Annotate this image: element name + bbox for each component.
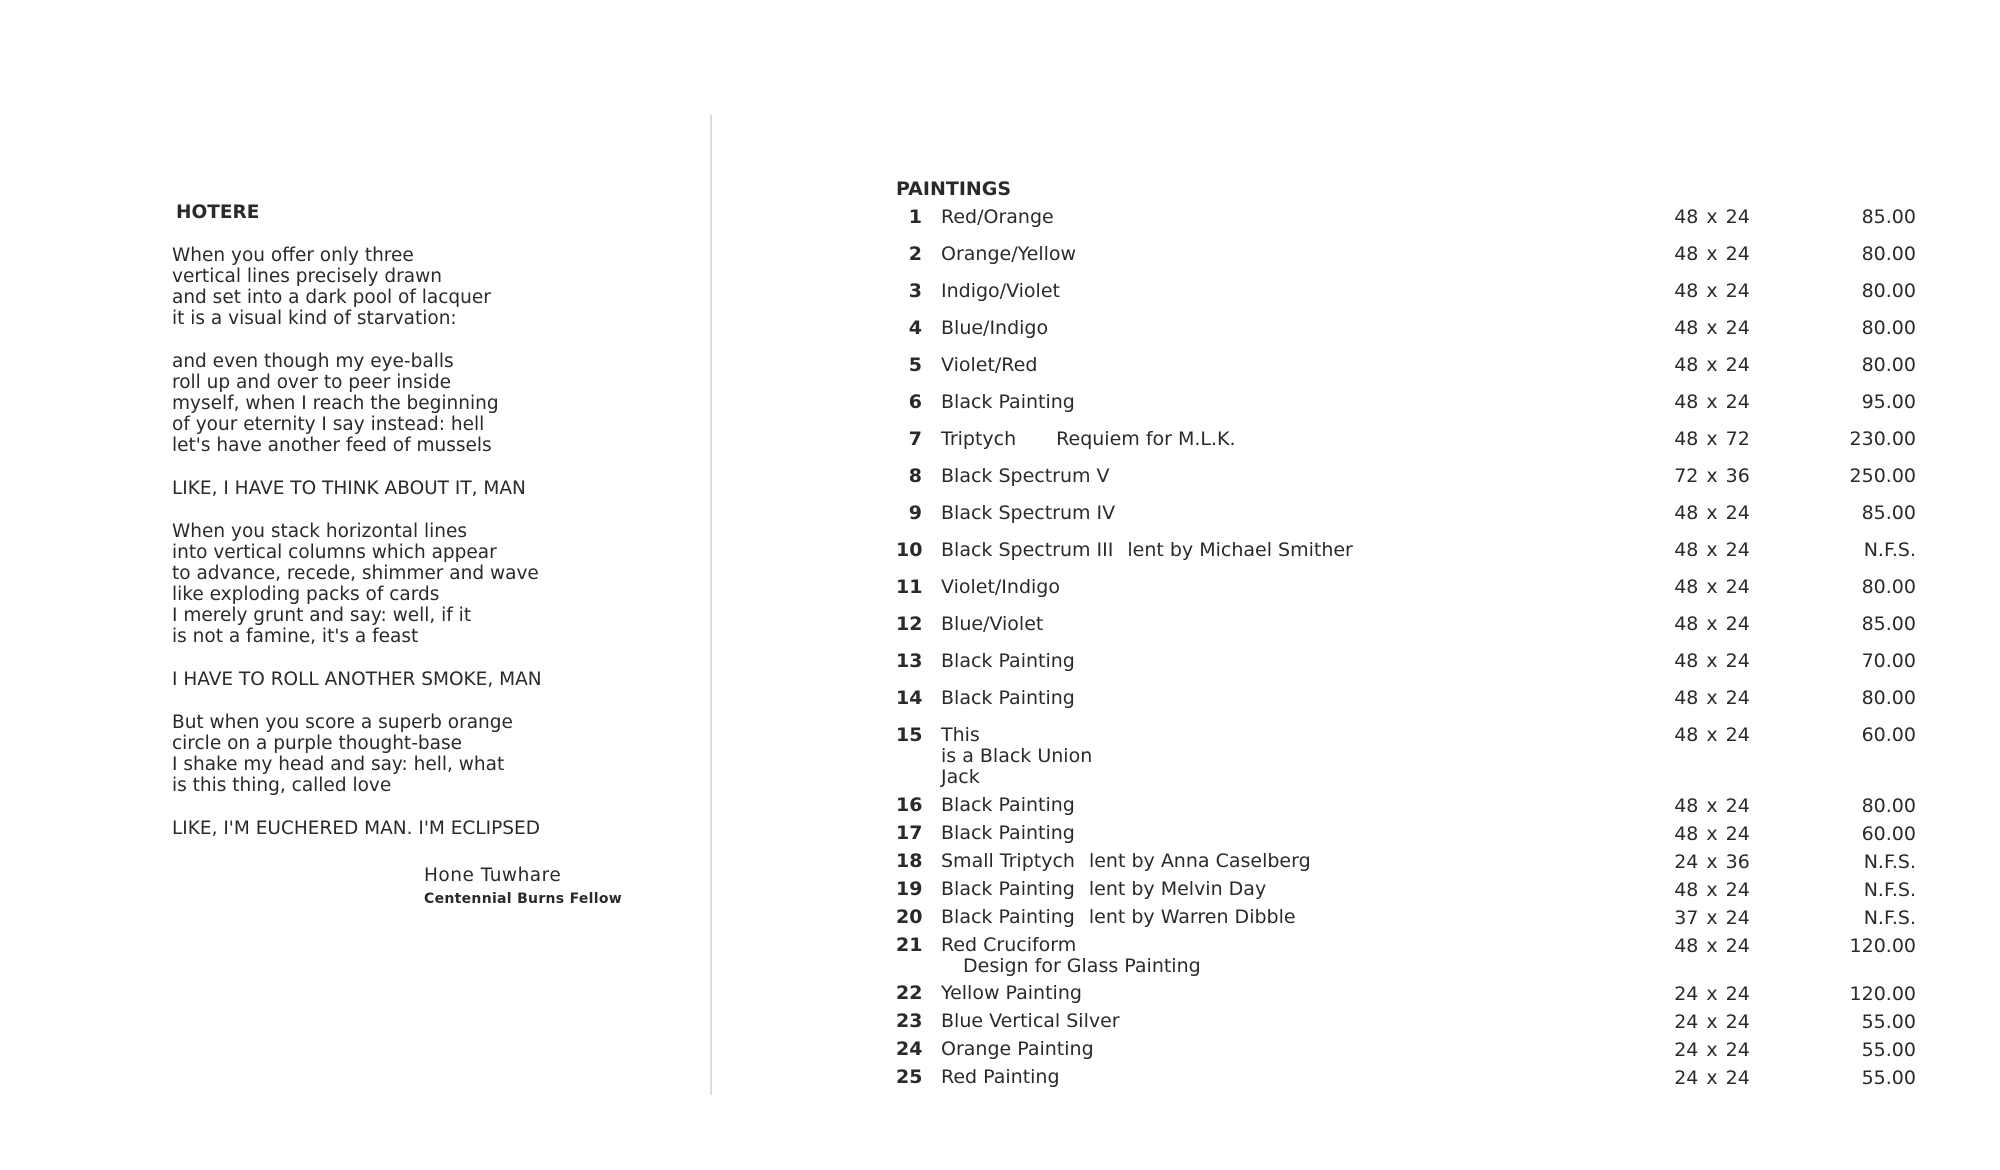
poem	[172, 202, 692, 910]
painting-note: Requiem for M.L.K.	[1056, 428, 1236, 450]
painting-height: 24	[1725, 983, 1750, 1005]
painting-title-cell	[941, 614, 1641, 635]
painting-note: lent by Melvin Day	[1088, 878, 1267, 900]
painting-width: 24	[1674, 1011, 1699, 1033]
dimension-separator: x	[1706, 613, 1718, 635]
dimension-separator: x	[1706, 280, 1718, 302]
painting-title-cell	[941, 823, 1641, 844]
painting-title-line	[941, 466, 1641, 487]
painting-size	[1662, 577, 1762, 598]
painting-title-continuation: Jack	[941, 766, 980, 788]
stanza	[172, 712, 692, 796]
painting-size	[1662, 852, 1762, 873]
poem-refrain: LIKE, I'M EUCHERED MAN. I'M ECLIPSED	[172, 818, 540, 839]
painting-price: 80.00	[1861, 243, 1916, 265]
painting-number: 18	[896, 850, 923, 872]
poem-line: I merely grunt and say: well, if it	[172, 605, 472, 626]
painting-title-continuation: is a Black Union	[941, 745, 1093, 767]
painting-title-line	[941, 1039, 1641, 1060]
painting-row	[896, 573, 1926, 610]
painting-number: 17	[896, 822, 923, 844]
painting-width: 48	[1674, 823, 1699, 845]
painting-title-line	[941, 725, 1641, 746]
painting-number: 2	[908, 243, 922, 265]
painting-title-cell	[941, 935, 1641, 977]
painting-row	[896, 240, 1926, 277]
dimension-separator: x	[1706, 1039, 1718, 1061]
painting-row	[896, 684, 1926, 721]
painting-number: 23	[896, 1010, 923, 1032]
painting-title-line	[941, 1067, 1641, 1088]
painting-title: Blue/Violet	[941, 613, 1044, 635]
painting-height: 72	[1725, 428, 1750, 450]
painting-width: 72	[1674, 465, 1699, 487]
painting-title-line	[941, 207, 1641, 228]
painting-number: 4	[908, 317, 922, 339]
painting-height: 24	[1725, 823, 1750, 845]
poem-line: When you offer only three	[172, 245, 414, 266]
painting-size	[1662, 614, 1762, 635]
painting-price: N.F.S.	[1863, 879, 1916, 901]
painting-row	[896, 499, 1926, 536]
painting-size	[1662, 1068, 1762, 1089]
painting-number: 15	[896, 724, 923, 746]
painting-title: Black Painting	[941, 878, 1075, 900]
painting-title: Black Painting	[941, 687, 1075, 709]
dimension-separator: x	[1706, 823, 1718, 845]
painting-row	[896, 425, 1926, 462]
painting-title-cell	[941, 540, 1641, 561]
painting-height: 24	[1725, 1039, 1750, 1061]
painting-width: 48	[1674, 280, 1699, 302]
painting-width: 48	[1674, 428, 1699, 450]
painting-title: Indigo/Violet	[941, 280, 1060, 302]
painting-number: 1	[908, 206, 922, 228]
painting-title-cell	[941, 1067, 1641, 1088]
painting-width: 48	[1674, 539, 1699, 561]
painting-title: Black Painting	[941, 650, 1075, 672]
painting-number: 12	[896, 613, 923, 635]
dimension-separator: x	[1706, 851, 1718, 873]
painting-row	[896, 792, 1926, 820]
poem-line: vertical lines precisely drawn	[172, 266, 442, 287]
painting-row	[896, 848, 1926, 876]
painting-title-cell	[941, 281, 1641, 302]
painting-price: 85.00	[1861, 206, 1916, 228]
poem-line: into vertical columns which appear	[172, 542, 497, 563]
dimension-separator: x	[1706, 391, 1718, 413]
painting-title-cell	[941, 466, 1641, 487]
poem-line: is this thing, called love	[172, 775, 392, 796]
painting-width: 48	[1674, 576, 1699, 598]
poem-line: circle on a purple thought-base	[172, 733, 462, 754]
painting-price: 70.00	[1861, 650, 1916, 672]
dimension-separator: x	[1706, 465, 1718, 487]
painting-title: Blue/Indigo	[941, 317, 1049, 339]
painting-number: 10	[896, 539, 923, 561]
painting-row	[896, 314, 1926, 351]
painting-price: 60.00	[1861, 724, 1916, 746]
painting-title-cell	[941, 795, 1641, 816]
dimension-separator: x	[1706, 539, 1718, 561]
painting-title-cell	[941, 1039, 1641, 1060]
painting-price: N.F.S.	[1863, 539, 1916, 561]
painting-height: 24	[1725, 502, 1750, 524]
painting-size	[1662, 466, 1762, 487]
painting-width: 48	[1674, 391, 1699, 413]
dimension-separator: x	[1706, 795, 1718, 817]
painting-title: Red/Orange	[941, 206, 1054, 228]
poem-refrain: I HAVE TO ROLL ANOTHER SMOKE, MAN	[172, 669, 542, 690]
paintings-rows	[896, 203, 1926, 1092]
painting-size	[1662, 429, 1762, 450]
poem-line: is not a famine, it's a feast	[172, 626, 419, 647]
painting-row	[896, 351, 1926, 388]
dimension-separator: x	[1706, 879, 1718, 901]
painting-title: This	[941, 724, 980, 746]
painting-size	[1662, 281, 1762, 302]
painting-width: 48	[1674, 243, 1699, 265]
painting-height: 24	[1725, 879, 1750, 901]
painting-note: lent by Anna Caselberg	[1088, 850, 1311, 872]
painting-title-line	[941, 281, 1641, 302]
dimension-separator: x	[1706, 935, 1718, 957]
painting-price: 80.00	[1861, 687, 1916, 709]
painting-height: 24	[1725, 576, 1750, 598]
painting-row	[896, 1064, 1926, 1092]
dimension-separator: x	[1706, 206, 1718, 228]
painting-title: Yellow Painting	[941, 982, 1082, 1004]
painting-number: 7	[908, 428, 922, 450]
painting-title: Small Triptych	[941, 850, 1075, 872]
painting-height: 24	[1725, 724, 1750, 746]
painting-price: 80.00	[1861, 317, 1916, 339]
painting-title-line	[941, 1011, 1641, 1032]
painting-title-line	[941, 540, 1641, 561]
painting-title-line	[941, 392, 1641, 413]
painting-title: Black Spectrum III	[941, 539, 1114, 561]
dimension-separator: x	[1706, 650, 1718, 672]
painting-width: 48	[1674, 650, 1699, 672]
stanza	[172, 351, 692, 456]
stanza	[172, 245, 692, 329]
painting-size	[1662, 936, 1762, 957]
painting-size	[1662, 1012, 1762, 1033]
painting-row	[896, 904, 1926, 932]
dimension-separator: x	[1706, 907, 1718, 929]
signature	[424, 865, 692, 910]
painting-title: Triptych	[941, 428, 1017, 450]
painting-title: Black Painting	[941, 794, 1075, 816]
painting-number: 22	[896, 982, 923, 1004]
painting-title-line	[941, 577, 1641, 598]
painting-height: 24	[1725, 391, 1750, 413]
painting-number: 24	[896, 1038, 923, 1060]
painting-title: Red Cruciform	[941, 934, 1077, 956]
painting-title-line	[941, 823, 1641, 844]
painting-width: 24	[1674, 1067, 1699, 1089]
poem-line: of your eternity I say instead: hell	[172, 414, 485, 435]
painting-price: 95.00	[1861, 391, 1916, 413]
painting-width: 48	[1674, 613, 1699, 635]
painting-row	[896, 388, 1926, 425]
painting-size	[1662, 651, 1762, 672]
poem-line: and even though my eye-balls	[172, 351, 454, 372]
painting-row	[896, 932, 1926, 980]
painting-number: 9	[908, 502, 922, 524]
stanza	[172, 521, 692, 647]
painting-title-line	[941, 851, 1641, 872]
painting-row	[896, 721, 1926, 792]
painting-title-cell	[941, 688, 1641, 709]
painting-title-cell	[941, 207, 1641, 228]
painting-title-line	[941, 614, 1641, 635]
painting-title-line	[941, 503, 1641, 524]
painting-height: 36	[1725, 465, 1750, 487]
painting-size	[1662, 355, 1762, 376]
painting-width: 48	[1674, 724, 1699, 746]
painting-title-line	[941, 318, 1641, 339]
dimension-separator: x	[1706, 1011, 1718, 1033]
painting-title-cell	[941, 244, 1641, 265]
poem-line: roll up and over to peer inside	[172, 372, 452, 393]
poem-line: it is a visual kind of starvation:	[172, 308, 457, 329]
painting-height: 24	[1725, 613, 1750, 635]
painting-title-cell	[941, 355, 1641, 376]
painting-price: 80.00	[1861, 576, 1916, 598]
painting-size	[1662, 725, 1762, 746]
painting-title-line	[941, 651, 1641, 672]
painting-number: 21	[896, 934, 923, 956]
painting-price: 55.00	[1861, 1011, 1916, 1033]
painting-row	[896, 647, 1926, 684]
painting-note: lent by Michael Smither	[1127, 539, 1353, 561]
painting-title-cell	[941, 651, 1641, 672]
painting-width: 48	[1674, 687, 1699, 709]
painting-title: Orange/Yellow	[941, 243, 1077, 265]
painting-price: 60.00	[1861, 823, 1916, 845]
painting-title-cell	[941, 577, 1641, 598]
painting-width: 24	[1674, 983, 1699, 1005]
painting-price: 250.00	[1849, 465, 1916, 487]
painting-height: 24	[1725, 907, 1750, 929]
painting-title: Violet/Red	[941, 354, 1038, 376]
painting-note: lent by Warren Dibble	[1088, 906, 1296, 928]
painting-price: N.F.S.	[1863, 851, 1916, 873]
painting-height: 24	[1725, 243, 1750, 265]
painting-size	[1662, 318, 1762, 339]
painting-title-line	[941, 879, 1641, 900]
painting-title-line	[941, 355, 1641, 376]
painting-title: Black Painting	[941, 906, 1075, 928]
painting-width: 48	[1674, 317, 1699, 339]
poem-line: I shake my head and say: hell, what	[172, 754, 505, 775]
painting-number: 8	[908, 465, 922, 487]
poem-title: HOTERE	[176, 202, 260, 223]
painting-price: 55.00	[1861, 1039, 1916, 1061]
painting-number: 14	[896, 687, 923, 709]
dimension-separator: x	[1706, 354, 1718, 376]
painting-height: 24	[1725, 935, 1750, 957]
painting-number: 3	[908, 280, 922, 302]
painting-width: 48	[1674, 879, 1699, 901]
painting-row	[896, 1008, 1926, 1036]
painting-price: 55.00	[1861, 1067, 1916, 1089]
painting-number: 11	[896, 576, 923, 598]
painting-title-line	[941, 935, 1641, 956]
painting-number: 13	[896, 650, 923, 672]
painting-height: 24	[1725, 650, 1750, 672]
painting-row	[896, 876, 1926, 904]
painting-height: 24	[1725, 1067, 1750, 1089]
painting-row	[896, 277, 1926, 314]
painting-width: 48	[1674, 795, 1699, 817]
author-name: Hone Tuwhare	[424, 865, 562, 886]
painting-price: 85.00	[1861, 613, 1916, 635]
painting-title: Black Painting	[941, 822, 1075, 844]
painting-size	[1662, 908, 1762, 929]
painting-row	[896, 820, 1926, 848]
painting-width: 37	[1674, 907, 1699, 929]
poem-line: myself, when I reach the beginning	[172, 393, 499, 414]
painting-size	[1662, 392, 1762, 413]
painting-title-cell	[941, 392, 1641, 413]
painting-title-cell	[941, 318, 1641, 339]
painting-price: N.F.S.	[1863, 907, 1916, 929]
painting-price: 120.00	[1849, 983, 1916, 1005]
painting-title-line	[941, 983, 1641, 1004]
painting-title: Red Painting	[941, 1066, 1060, 1088]
painting-title: Black Spectrum V	[941, 465, 1110, 487]
painting-width: 48	[1674, 206, 1699, 228]
dimension-separator: x	[1706, 724, 1718, 746]
painting-row	[896, 462, 1926, 499]
painting-height: 36	[1725, 851, 1750, 873]
painting-price: 80.00	[1861, 280, 1916, 302]
painting-size	[1662, 244, 1762, 265]
painting-title-cell	[941, 503, 1641, 524]
painting-title-cell	[941, 1011, 1641, 1032]
painting-price: 80.00	[1861, 354, 1916, 376]
painting-height: 24	[1725, 280, 1750, 302]
painting-number: 20	[896, 906, 923, 928]
poem-refrain: LIKE, I HAVE TO THINK ABOUT IT, MAN	[172, 478, 526, 499]
painting-title-cell	[941, 907, 1641, 928]
painting-height: 24	[1725, 539, 1750, 561]
painting-title-line	[941, 688, 1641, 709]
painting-title-continuation: Design for Glass Painting	[963, 955, 1201, 977]
painting-number: 5	[908, 354, 922, 376]
painting-title-cell	[941, 429, 1641, 450]
painting-size	[1662, 540, 1762, 561]
dimension-separator: x	[1706, 687, 1718, 709]
painting-price: 80.00	[1861, 795, 1916, 817]
painting-row	[896, 610, 1926, 647]
poem-line: let's have another feed of mussels	[172, 435, 492, 456]
painting-width: 24	[1674, 1039, 1699, 1061]
painting-row	[896, 536, 1926, 573]
painting-price: 120.00	[1849, 935, 1916, 957]
painting-row	[896, 203, 1926, 240]
painting-title-line	[941, 244, 1641, 265]
painting-title-cell	[941, 983, 1641, 1004]
painting-width: 48	[1674, 935, 1699, 957]
painting-title: Orange Painting	[941, 1038, 1094, 1060]
painting-height: 24	[1725, 317, 1750, 339]
painting-title: Violet/Indigo	[941, 576, 1060, 598]
page-fold	[710, 115, 712, 1095]
painting-title: Black Spectrum IV	[941, 502, 1116, 524]
painting-title: Black Painting	[941, 391, 1075, 413]
dimension-separator: x	[1706, 428, 1718, 450]
painting-title-cell	[941, 879, 1641, 900]
painting-title-cell	[941, 725, 1641, 788]
painting-row	[896, 1036, 1926, 1064]
dimension-separator: x	[1706, 1067, 1718, 1089]
painting-number: 19	[896, 878, 923, 900]
painting-width: 48	[1674, 502, 1699, 524]
painting-size	[1662, 984, 1762, 1005]
painting-title: Blue Vertical Silver	[941, 1010, 1120, 1032]
poem-line: But when you score a superb orange	[172, 712, 513, 733]
painting-title-line	[941, 429, 1641, 450]
painting-height: 24	[1725, 1011, 1750, 1033]
painting-title-cell	[941, 851, 1641, 872]
author-role: Centennial Burns Fellow	[424, 891, 623, 907]
painting-row	[896, 980, 1926, 1008]
painting-size	[1662, 1040, 1762, 1061]
dimension-separator: x	[1706, 576, 1718, 598]
dimension-separator: x	[1706, 502, 1718, 524]
dimension-separator: x	[1706, 243, 1718, 265]
dimension-separator: x	[1706, 983, 1718, 1005]
poem-line: like exploding packs of cards	[172, 584, 440, 605]
painting-price: 230.00	[1849, 428, 1916, 450]
painting-size	[1662, 796, 1762, 817]
painting-price: 85.00	[1861, 502, 1916, 524]
dimension-separator: x	[1706, 317, 1718, 339]
painting-width: 48	[1674, 354, 1699, 376]
painting-number: 6	[908, 391, 922, 413]
paintings-heading: PAINTINGS	[896, 178, 1012, 200]
paintings-list	[896, 178, 1926, 1092]
painting-size	[1662, 880, 1762, 901]
painting-height: 24	[1725, 687, 1750, 709]
painting-title-line	[941, 907, 1641, 928]
painting-height: 24	[1725, 206, 1750, 228]
painting-title-line	[941, 795, 1641, 816]
painting-number: 16	[896, 794, 923, 816]
poem-line: When you stack horizontal lines	[172, 521, 468, 542]
painting-height: 24	[1725, 795, 1750, 817]
painting-size	[1662, 503, 1762, 524]
painting-height: 24	[1725, 354, 1750, 376]
painting-number: 25	[896, 1066, 923, 1088]
painting-size	[1662, 824, 1762, 845]
poem-line: and set into a dark pool of lacquer	[172, 287, 491, 308]
painting-width: 24	[1674, 851, 1699, 873]
painting-size	[1662, 688, 1762, 709]
painting-size	[1662, 207, 1762, 228]
poem-line: to advance, recede, shimmer and wave	[172, 563, 539, 584]
